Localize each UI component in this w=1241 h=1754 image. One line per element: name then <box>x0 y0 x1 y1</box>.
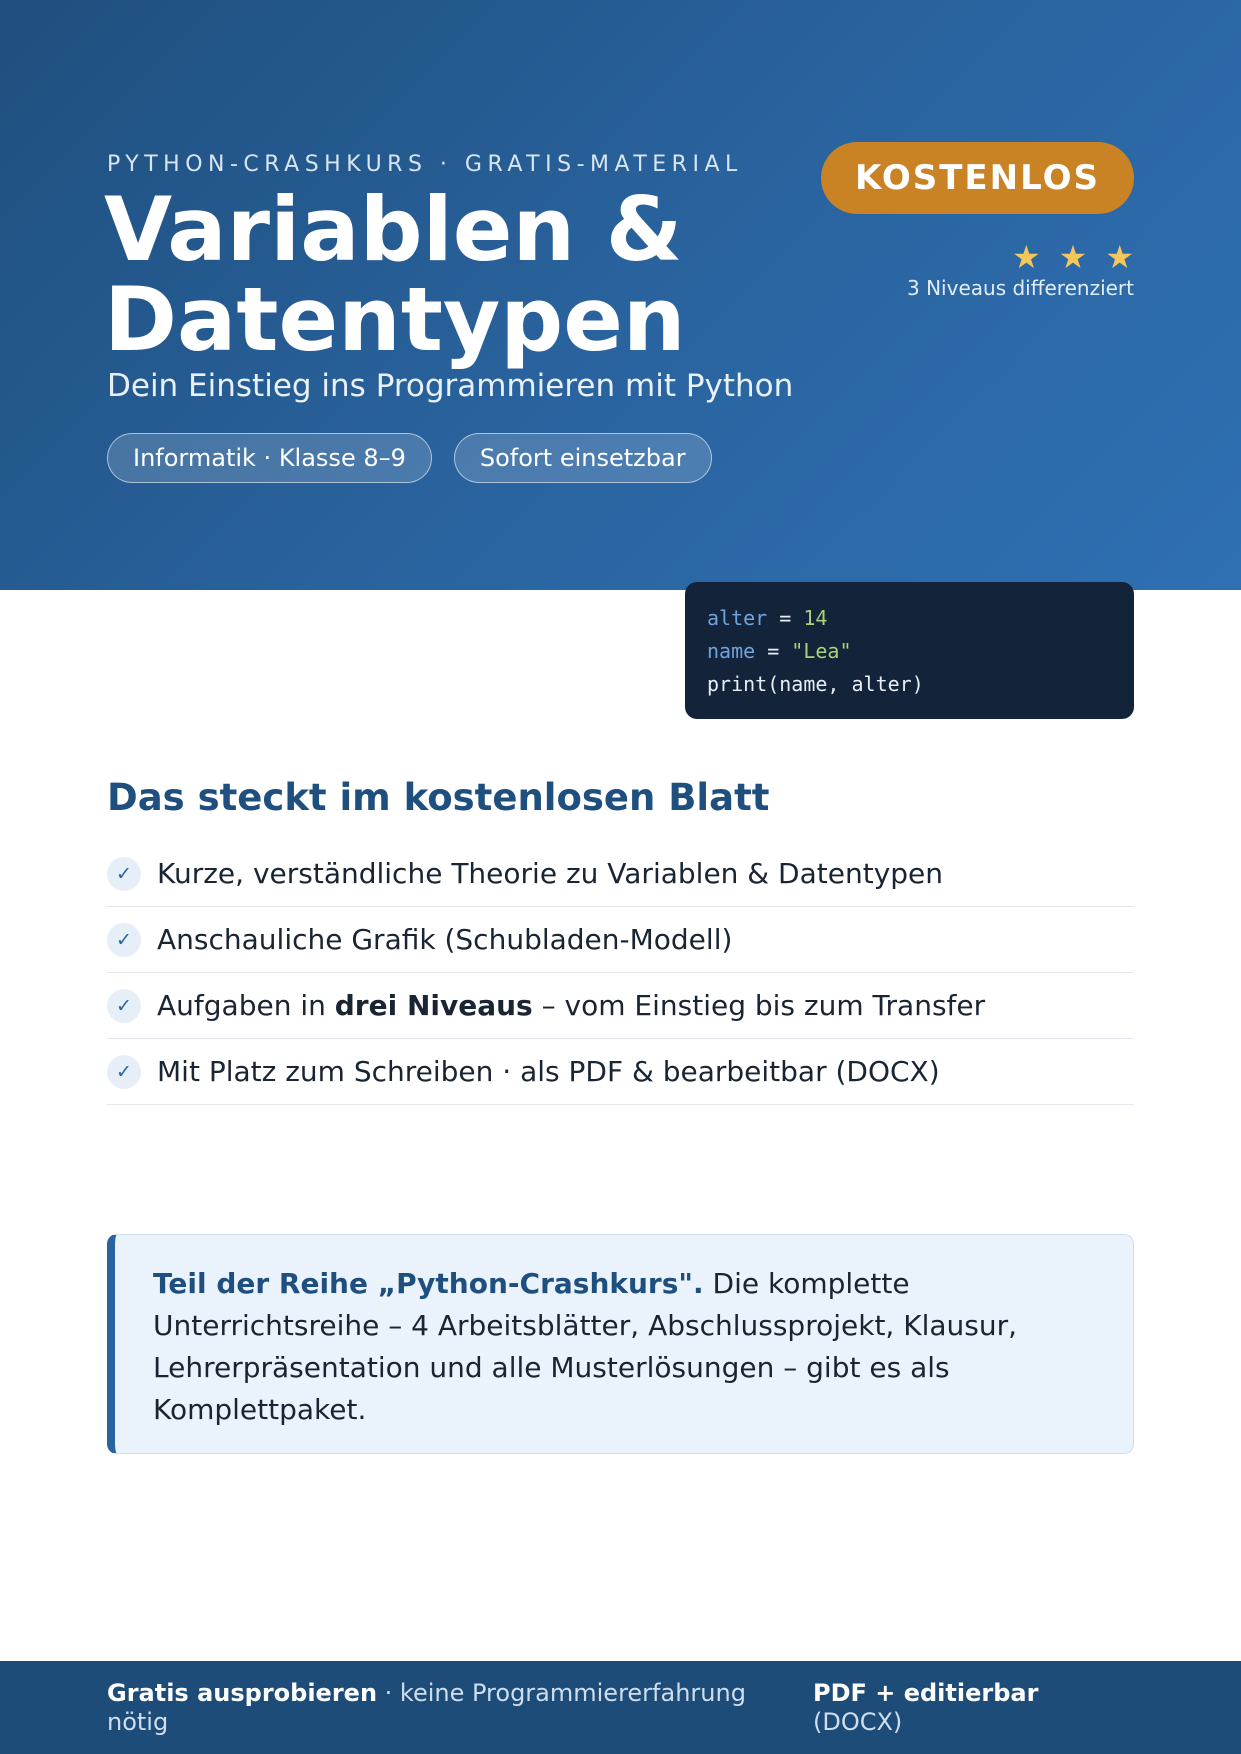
footer-left-text: · keine Programmiererfahrung nötig <box>107 1679 746 1736</box>
code-number: 14 <box>803 606 828 630</box>
page-subtitle: Dein Einstieg ins Programmieren mit Python <box>107 368 794 404</box>
subject-grade-pill: Informatik · Klasse 8–9 <box>107 433 432 483</box>
check-icon: ✓ <box>107 923 141 957</box>
star-rating-icon: ★★★ <box>1011 238 1152 276</box>
list-item <box>107 973 1134 1039</box>
callout-text: Die komplette Unterrichtsreihe – 4 Arbeitsblätter, Abschlussprojekt, Klausur, Lehrerpräsentation und alle Musterlösungen – gibt es als Komplettpaket. <box>153 1267 1018 1426</box>
code-line-3: print(name, alter) <box>707 672 924 696</box>
footer-left <box>107 1679 767 1737</box>
free-badge: KOSTENLOS <box>821 142 1134 214</box>
footer-right <box>813 1679 1113 1737</box>
code-variable: name <box>707 639 756 663</box>
list-item <box>107 907 1134 973</box>
section-title: Das steckt im kostenlosen Blatt <box>107 776 770 819</box>
hero-banner <box>0 0 1241 590</box>
code-line-1 <box>707 602 1112 635</box>
feature-text-bold: drei Niveaus <box>334 989 533 1022</box>
code-operator: = <box>767 606 804 630</box>
footer-bar <box>0 1661 1241 1754</box>
code-variable: alter <box>707 606 768 630</box>
tag-pills <box>107 433 712 483</box>
title-line-1: Variablen & <box>104 178 683 281</box>
feature-text: Anschauliche Grafik (Schubladen-Modell) <box>157 923 733 956</box>
feature-text <box>157 989 985 1022</box>
page-title <box>104 178 744 371</box>
check-icon: ✓ <box>107 857 141 891</box>
list-item <box>107 841 1134 907</box>
check-icon: ✓ <box>107 989 141 1023</box>
code-line-2 <box>707 635 1112 668</box>
code-string: "Lea" <box>791 639 852 663</box>
callout-heading: Teil der Reihe „Python-Crashkurs". <box>153 1267 704 1300</box>
feature-list <box>107 841 1134 1105</box>
feature-text: Mit Platz zum Schreiben · als PDF & bearbeitbar (DOCX) <box>157 1055 940 1088</box>
ready-to-use-pill: Sofort einsetzbar <box>454 433 712 483</box>
levels-caption: 3 Niveaus differenziert <box>907 276 1134 300</box>
eyebrow-label: PYTHON-CRASHKURS · GRATIS-MATERIAL <box>107 152 743 177</box>
check-icon: ✓ <box>107 1055 141 1089</box>
footer-right-bold: PDF + editierbar <box>813 1679 1039 1707</box>
feature-text-pre: Aufgaben in <box>157 989 335 1022</box>
code-operator: = <box>755 639 792 663</box>
feature-text: Kurze, verständliche Theorie zu Variablen & Datentypen <box>157 857 944 890</box>
footer-left-bold: Gratis ausprobieren <box>107 1679 378 1707</box>
list-item <box>107 1039 1134 1105</box>
title-line-2: Datentypen <box>104 268 686 371</box>
series-callout <box>107 1234 1134 1454</box>
feature-text-post: – vom Einstieg bis zum Transfer <box>532 989 986 1022</box>
footer-right-text: (DOCX) <box>813 1708 903 1736</box>
code-snippet <box>685 582 1134 719</box>
